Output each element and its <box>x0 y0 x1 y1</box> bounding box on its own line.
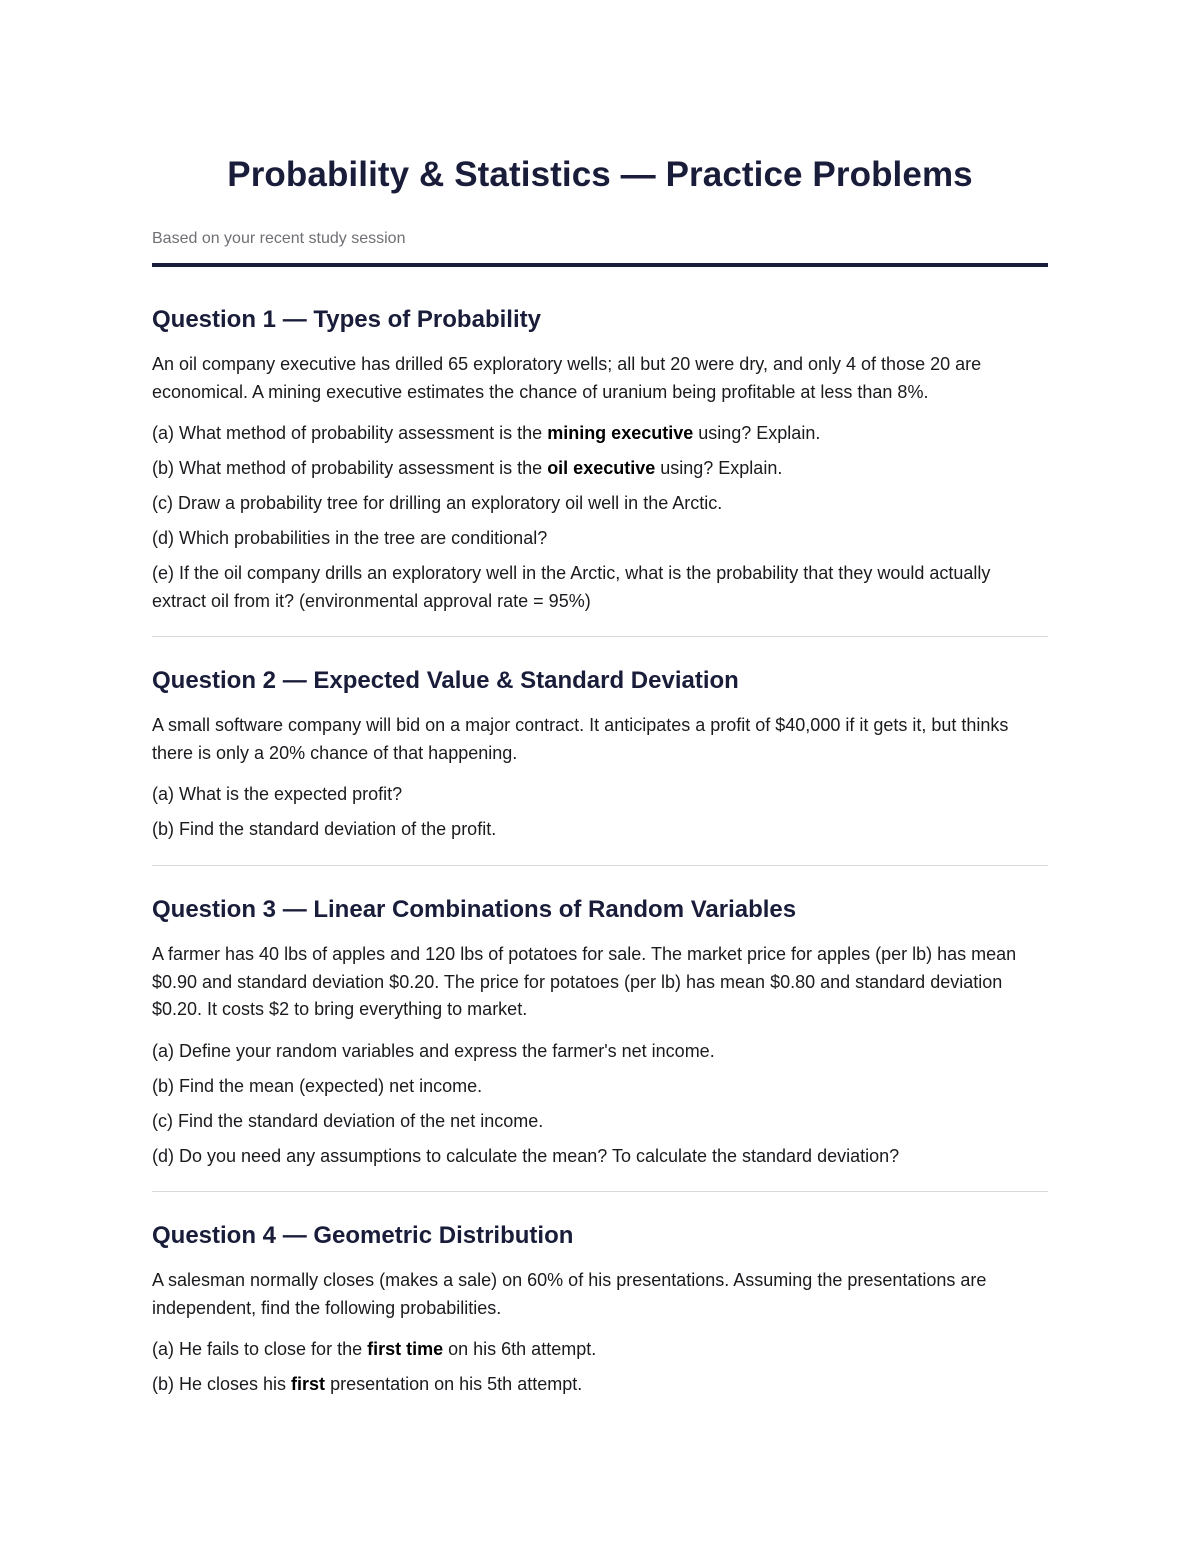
question-part-e: (e) If the oil company drills an exploratory well in the Arctic, what is the probability that they would actually extract oil from it? (environmental approval rate = 95%) <box>152 563 991 611</box>
question-1 <box>152 305 1048 615</box>
question-part-b: (b) What method of probability assessment is the oil executive using? Explain. <box>152 458 783 478</box>
page-title: Probability & Statistics — Practice Problems <box>227 155 973 194</box>
question-3 <box>152 895 1048 1170</box>
question-part-a: (a) Define your random variables and express the farmer's net income. <box>152 1040 715 1061</box>
section-divider <box>152 636 1048 637</box>
emphasis: first <box>291 1374 326 1394</box>
emphasis: oil executive <box>547 458 656 478</box>
question-intro: A farmer has 40 lbs of apples and 120 lbs of potatoes for sale. The market price for apples (per lb) has mean $0.90 and standard deviation $0.20. The price for potatoes (per lb) has mean $0.80 and standard deviation $0.20. It costs $2 to bring everything to market. <box>152 944 1017 1019</box>
question-parts <box>152 1336 1048 1399</box>
question-part-a: (a) What method of probability assessment is the mining executive using? Explain. <box>152 423 821 443</box>
question-heading: Question 2 — Expected Value & Standard Deviation <box>152 667 739 694</box>
question-part-b: (b) He closes his first presentation on his 5th attempt. <box>152 1374 583 1394</box>
question-part-d: (d) Do you need any assumptions to calculate the mean? To calculate the standard deviation? <box>152 1145 900 1166</box>
question-intro: An oil company executive has drilled 65 exploratory wells; all but 20 were dry, and only 4 of those 20 are economical. A mining executive estimates the chance of uranium being profitable at less than 8%. <box>152 354 982 402</box>
question-parts <box>152 420 1048 615</box>
question-4 <box>152 1221 1048 1399</box>
page-subtitle: Based on your recent study session <box>152 230 406 247</box>
question-heading: Question 4 — Geometric Distribution <box>152 1222 574 1249</box>
emphasis: first time <box>367 1339 444 1359</box>
question-heading: Question 1 — Types of Probability <box>152 306 541 333</box>
question-part-a: (a) What is the expected profit? <box>152 784 403 804</box>
question-part-a: (a) He fails to close for the first time on his 6th attempt. <box>152 1339 597 1359</box>
question-part-c: (c) Find the standard deviation of the net income. <box>152 1110 544 1131</box>
question-parts <box>152 1038 1048 1171</box>
question-intro: A small software company will bid on a major contract. It anticipates a profit of $40,000 if it gets it, but thinks there is only a 20% chance of that happening. <box>152 715 1009 763</box>
question-part-b: (b) Find the mean (expected) net income. <box>152 1075 483 1096</box>
question-part-b: (b) Find the standard deviation of the profit. <box>152 819 497 839</box>
section-divider <box>152 1191 1048 1192</box>
title-rule <box>152 263 1048 267</box>
emphasis: mining executive <box>547 423 694 443</box>
section-divider <box>152 865 1048 866</box>
question-intro: A salesman normally closes (makes a sale) on 60% of his presentations. Assuming the presentations are independent, find the following probabilities. <box>152 1270 987 1318</box>
question-parts <box>152 781 1048 844</box>
question-part-d: (d) Which probabilities in the tree are conditional? <box>152 528 548 548</box>
question-part-c: (c) Draw a probability tree for drilling an exploratory oil well in the Arctic. <box>152 493 723 513</box>
question-2 <box>152 666 1048 844</box>
question-heading: Question 3 — Linear Combinations of Random Variables <box>152 896 797 923</box>
